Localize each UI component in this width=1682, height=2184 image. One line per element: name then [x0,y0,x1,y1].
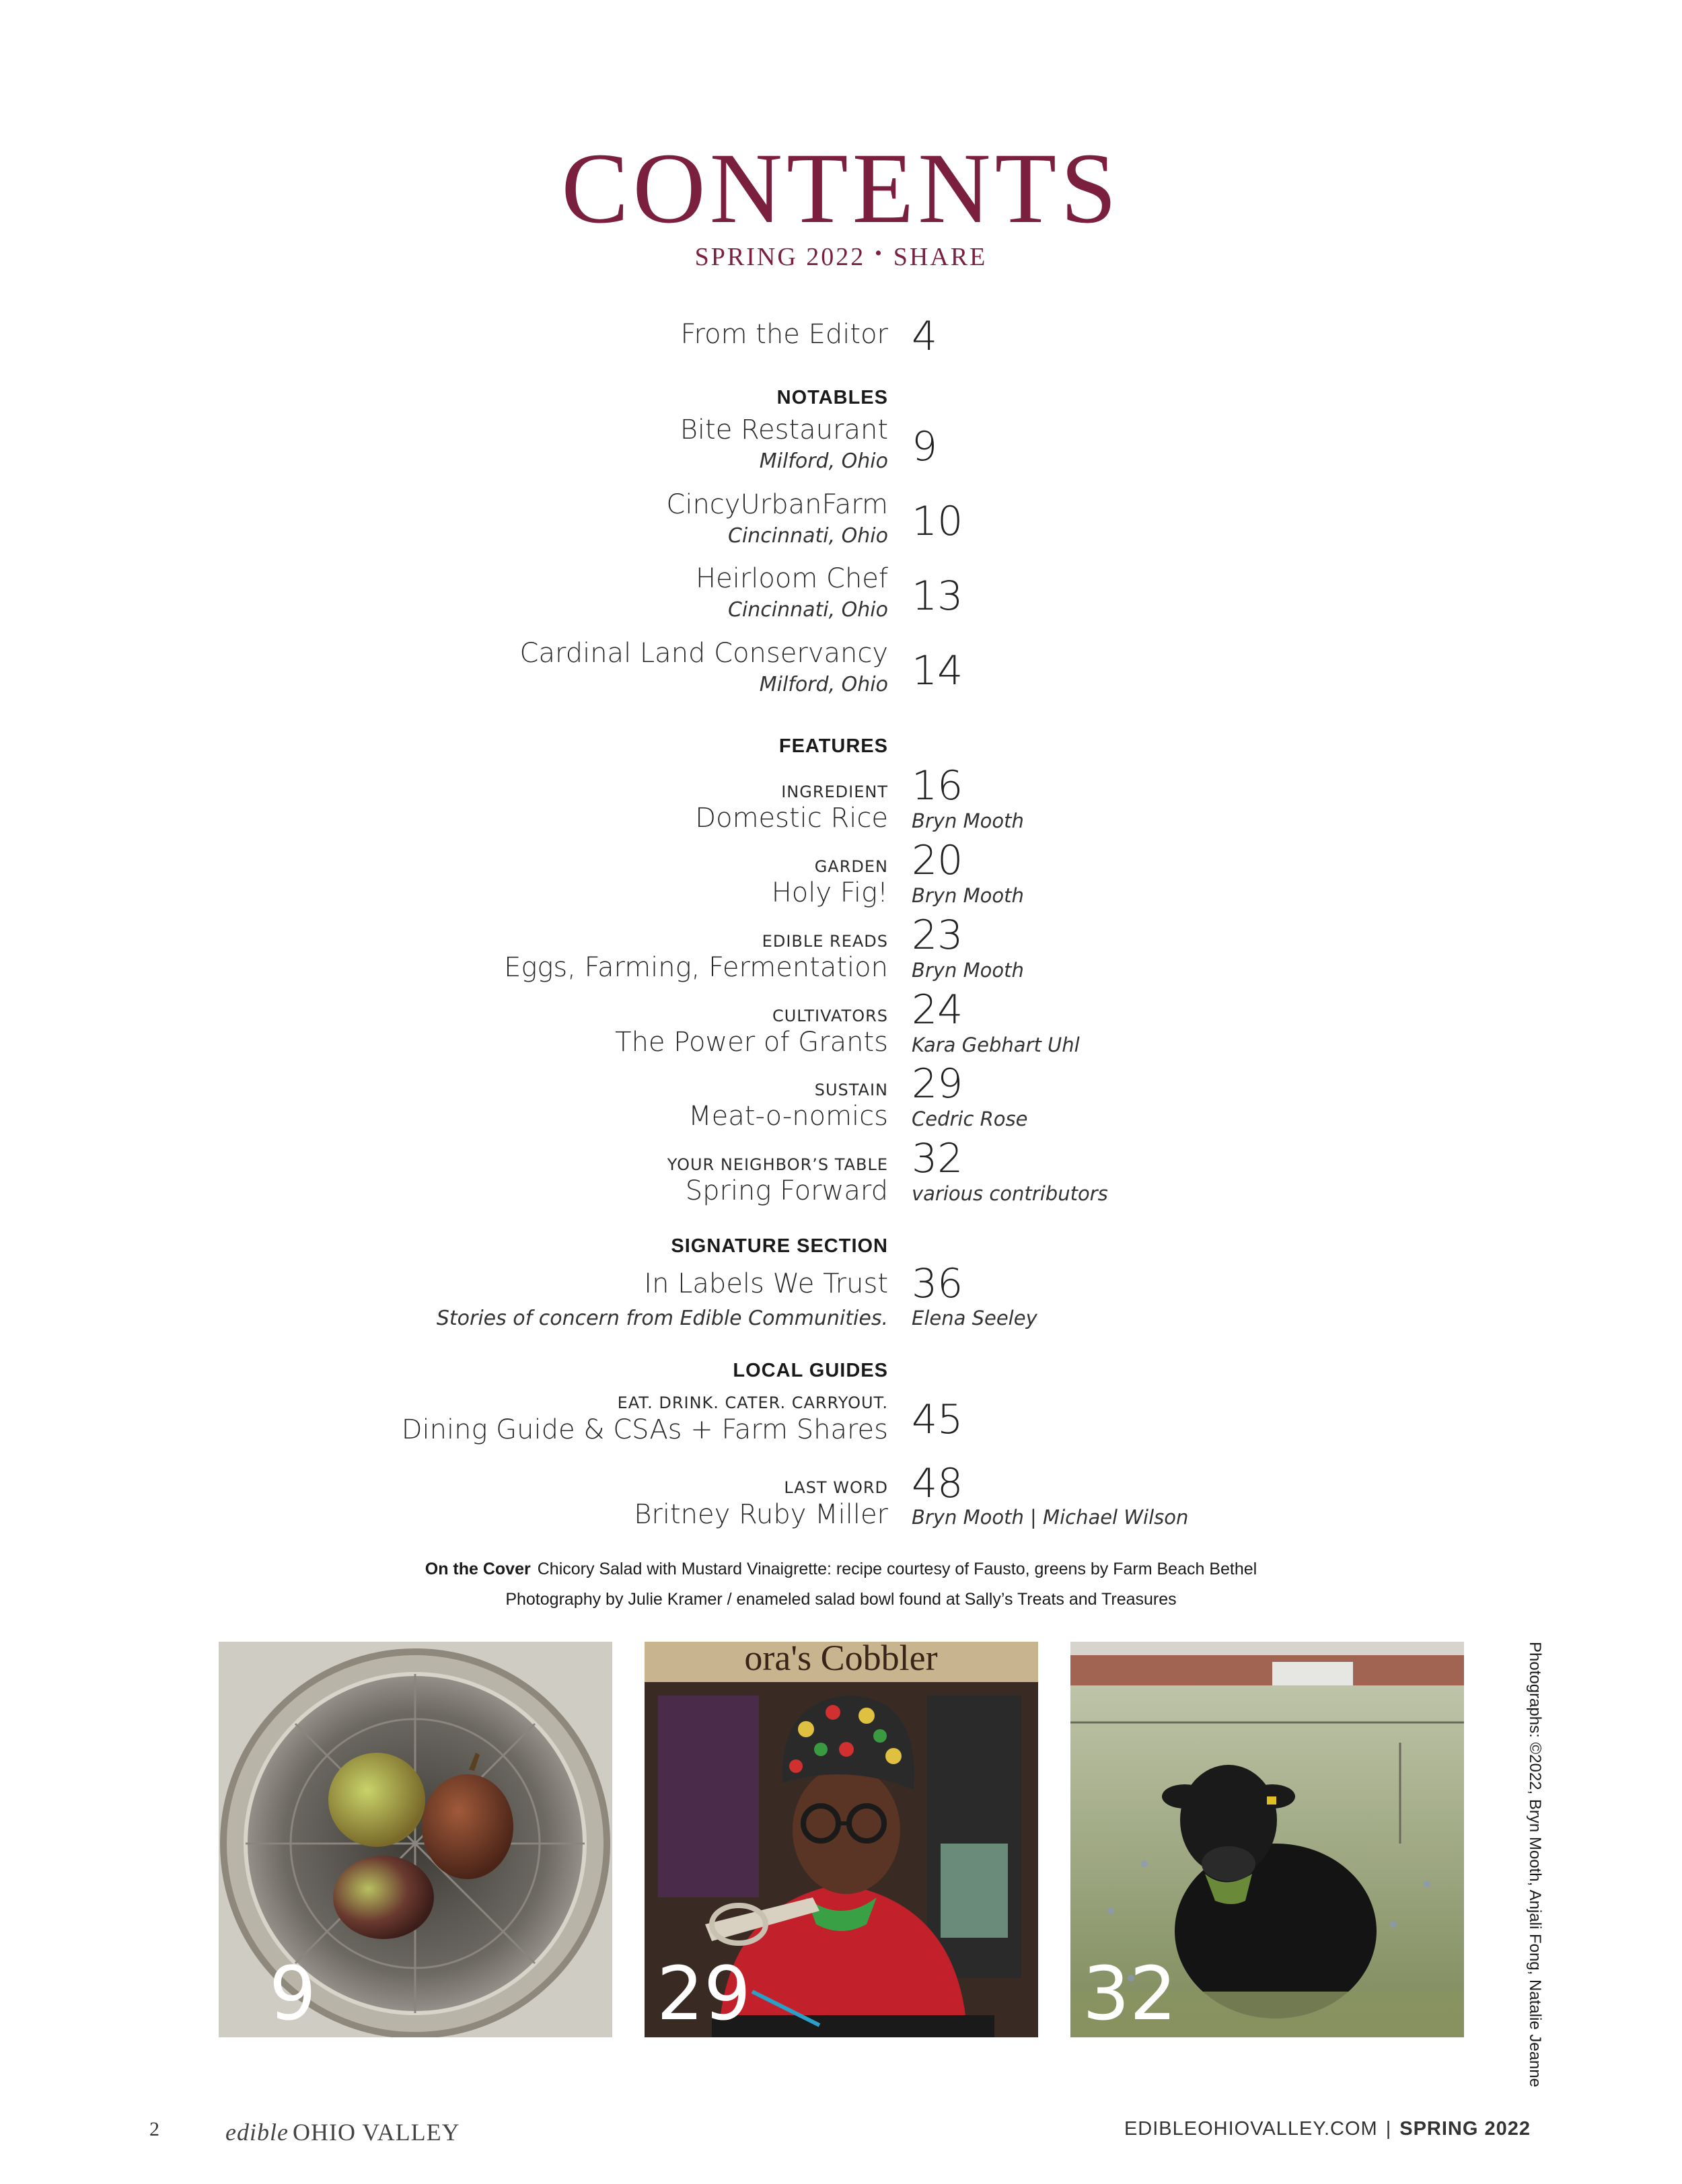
toc-entry-title[interactable]: Holy Fig! [771,877,888,908]
photo-page-number: 32 [1083,1951,1177,2037]
toc-entry-page[interactable]: 24 [912,986,963,1033]
toc-entry-title[interactable]: Heirloom Chef [696,563,888,594]
footer-site [1124,2118,1531,2140]
photo-page-number: 29 [657,1951,751,2037]
toc-entry-category: CULTIVATORS [772,1007,888,1025]
subtitle-separator: • [875,242,884,264]
toc-editor-title[interactable]: From the Editor [680,319,888,350]
toc-entry-page[interactable]: 48 [912,1460,963,1507]
toc-entry-page[interactable]: 23 [912,912,963,959]
toc-entry-title[interactable]: Bite Restaurant [680,414,888,445]
cover-line-2: Photography by Julie Kramer / enameled salad bowl found at Sally’s Treats and Treasures [505,1590,1177,1609]
toc-entry-page[interactable]: 32 [912,1135,963,1182]
toc-entry-title[interactable]: Britney Ruby Miller [634,1499,888,1530]
footer-issue: SPRING 2022 [1399,2118,1531,2140]
photo-chef[interactable] [645,1642,1038,2037]
toc-entry-author: Cedric Rose [912,1107,1028,1130]
section-heading-features: FEATURES [778,735,888,757]
toc-entry-category: EDIBLE READS [762,932,888,951]
toc-entry-title[interactable]: Spring Forward [685,1175,888,1206]
toc-entry-author: Bryn Mooth [912,809,1024,832]
sign-text: ora's Cobbler [744,1642,938,1678]
toc-entry-title[interactable]: In Labels We Trust [644,1268,888,1299]
toc-entry-author: Kara Gebhart Uhl [912,1033,1080,1056]
toc-entry-author: Bryn Mooth [912,884,1024,907]
cover-caption [0,1560,1682,1579]
footer-brand [225,2118,460,2146]
photo-page-number: 9 [269,1951,316,2037]
page-title: CONTENTS [561,133,1121,244]
toc-entry-location: Cincinnati, Ohio [727,598,888,622]
toc-entry-location: Milford, Ohio [759,673,888,696]
toc-editor-page[interactable]: 4 [912,313,938,360]
toc-entry-subtitle: Stories of concern from Edible Communities. [436,1307,888,1330]
photo-cow[interactable] [1070,1642,1464,2037]
footer-divider: | [1385,2118,1392,2140]
photo-figs[interactable] [219,1642,612,2037]
toc-entry-category: LAST WORD [784,1478,888,1497]
cover-line-1: Chicory Salad with Mustard Vinaigrette: recipe courtesy of Fausto, greens by Farm Beach Bethel [537,1560,1257,1578]
toc-entry-page[interactable]: 9 [912,423,938,470]
toc-entry-author: Bryn Mooth | Michael Wilson [912,1506,1189,1529]
toc-entry-title[interactable]: Cardinal Land Conservancy [519,638,888,669]
section-heading-local-guides: LOCAL GUIDES [733,1360,888,1381]
toc-entry-page[interactable]: 13 [912,573,963,620]
toc-entry-author: various contributors [912,1182,1108,1205]
toc-entry-title[interactable]: Domestic Rice [695,803,888,834]
toc-entry-title[interactable]: CincyUrbanFarm [666,489,888,520]
footer-brand-name: OHIO VALLEY [292,2119,460,2146]
toc-entry-title[interactable]: Eggs, Farming, Fermentation [504,952,888,983]
toc-entry-title[interactable]: The Power of Grants [615,1027,888,1058]
toc-entry-page[interactable]: 16 [912,762,963,809]
toc-entry-category: YOUR NEIGHBOR’S TABLE [667,1155,888,1174]
toc-entry-page[interactable]: 10 [912,498,963,545]
toc-entry-page[interactable]: 29 [912,1060,963,1107]
toc-entry-page[interactable]: 36 [912,1260,963,1307]
section-heading-signature: SIGNATURE SECTION [671,1235,888,1257]
footer-website-link[interactable]: EDIBLEOHIOVALLEY.COM [1124,2118,1378,2140]
toc-entry-category: INGREDIENT [781,782,888,801]
issue-season: SPRING 2022 [694,243,866,271]
toc-entry-page[interactable]: 14 [912,647,963,694]
cover-label: On the Cover [425,1560,531,1578]
toc-entry-category: GARDEN [814,857,888,876]
toc-entry-category: SUSTAIN [814,1081,888,1099]
toc-entry-author: Elena Seeley [912,1307,1037,1330]
footer-brand-italic: edible [225,2119,289,2146]
toc-entry-location: Cincinnati, Ohio [727,524,888,548]
footer-page-number: 2 [149,2118,159,2140]
issue-theme: SHARE [893,243,988,271]
toc-entry-page[interactable]: 45 [912,1396,963,1443]
toc-entry-page[interactable]: 20 [912,837,963,884]
photo-credit: Photographs: ©2022, Bryn Mooth, Anjali Fong, Natalie Jeanne [1526,1642,1544,2088]
toc-entry-title[interactable]: Dining Guide & CSAs + Farm Shares [401,1414,888,1445]
toc-entry-title[interactable]: Meat-o-nomics [688,1101,888,1132]
toc-entry-location: Milford, Ohio [759,449,888,473]
section-heading-notables: NOTABLES [776,387,888,408]
toc-entry-author: Bryn Mooth [912,959,1024,982]
toc-entry-category: EAT. DRINK. CATER. CARRYOUT. [617,1393,888,1412]
